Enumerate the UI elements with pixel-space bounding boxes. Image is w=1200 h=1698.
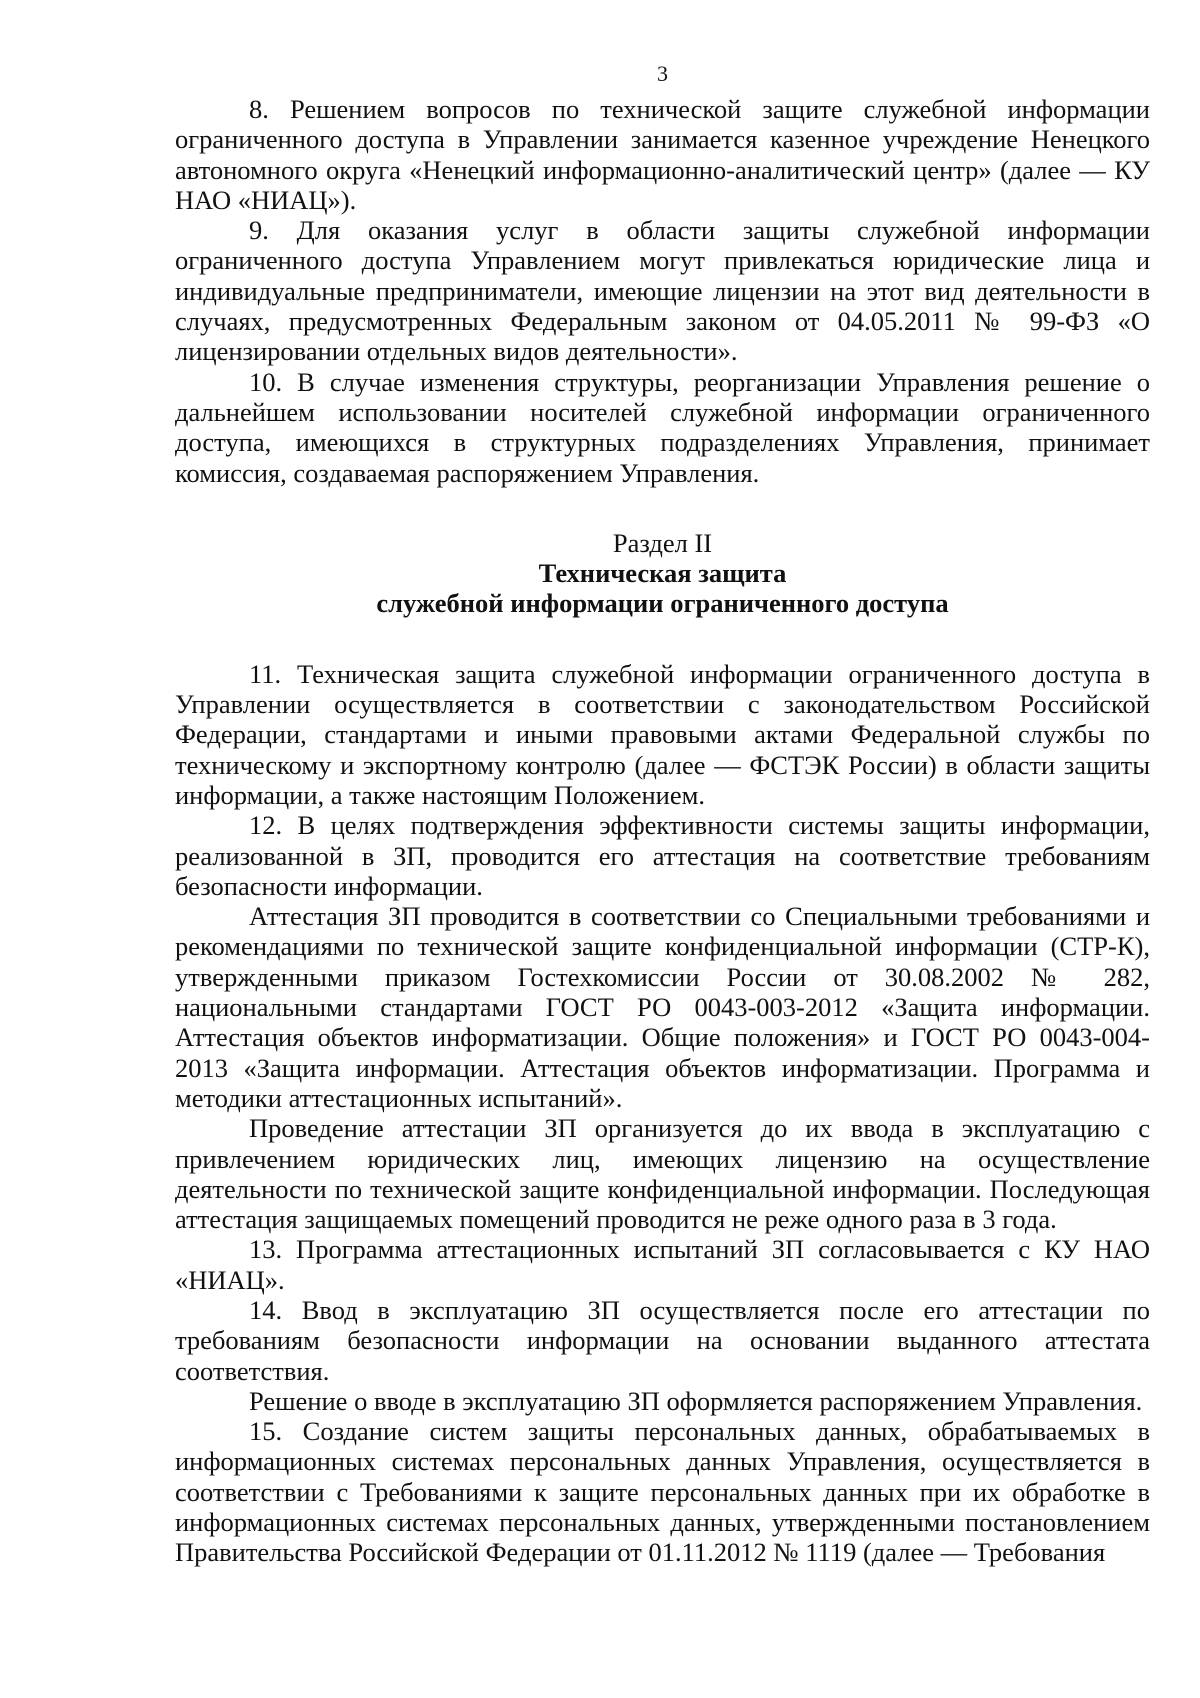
section-heading xyxy=(175,528,1150,619)
paragraph-15: 15. Создание систем защиты персональных данных, обрабатываемых в информационных системах персональных данных Управления, осуществляется в соответствии с Требованиями к защите персональных данных при их обработке в информационных системах персональных данных, утвержденными постановлением Правительства Российской Федерации от 01.11.2012 № 1119 (далее — Требования xyxy=(175,1416,1150,1568)
paragraph-12-conduct: Проведение аттестации ЗП организуется до их ввода в эксплуатацию с привлечением юридических лиц, имеющих лицензию на осуществление деятельности по технической защите конфиденциальной информации. Последующая аттестация защищаемых помещений проводится не реже одного раза в 3 года. xyxy=(175,1113,1150,1235)
paragraph-13: 13. Программа аттестационных испытаний ЗП согласовывается с КУ НАО «НИАЦ». xyxy=(175,1234,1150,1295)
section-title-line-1: Техническая защита xyxy=(538,558,787,589)
page-number: 3 xyxy=(657,61,668,86)
paragraph-10: 10. В случае изменения структуры, реорганизации Управления решение о дальнейшем использовании носителей служебной информации ограниченного доступа, имеющихся в структурных подразделениях Управления, принимает комиссия, создаваемая распоряжением Управления. xyxy=(175,366,1150,488)
paragraph-8: 8. Решением вопросов по технической защите служебной информации ограниченного доступа в Управлении занимается казенное учреждение Ненецкого автономного округа «Ненецкий информационно-аналитический центр» (далее — КУ НАО «НИАЦ»). xyxy=(175,94,1150,215)
paragraph-14: 14. Ввод в эксплуатацию ЗП осуществляется после его аттестации по требованиям безопасности информации на основании выданного аттестата соответствия. xyxy=(175,1294,1150,1386)
paragraph-11: 11. Техническая защита служебной информации ограниченного доступа в Управлении осуществляется в соответствии с законодательством Российской Федерации, стандартами и иными правовыми актами Федеральной службы по техническому и экспортному контролю (далее — ФСТЭК России) в области защиты информации, а также настоящим Положением. xyxy=(175,658,1150,810)
document-page xyxy=(175,62,1150,1568)
section-title-line-2: служебной информации ограниченного доступа xyxy=(376,588,949,619)
paragraph-14-decision: Решение о вводе в эксплуатацию ЗП оформляется распоряжением Управления. xyxy=(249,1385,1143,1416)
section-label: Раздел II xyxy=(612,527,713,558)
paragraph-12: 12. В целях подтверждения эффективности системы защиты информации, реализованной в ЗП, проводится его аттестация на соответствие требованиям безопасности информации. xyxy=(175,810,1150,901)
paragraph-12-attestation: Аттестация ЗП проводится в соответствии со Специальными требованиями и рекомендациями по технической защите конфиденциальной информации (СТР-К), утвержденными приказом Гостехкомиссии России от 30.08.2002 № 282, национальными стандартами ГОСТ РО 0043-003-2012 «Защита информации. Аттестация объектов информатизации. Общие положения» и ГОСТ РО 0043-004-2013 «Защита информации. Аттестация объектов информатизации. Программа и методики аттестационных испытаний». xyxy=(175,901,1150,1113)
paragraph-9: 9. Для оказания услуг в области защиты служебной информации ограниченного доступа Управлением могут привлекаться юридические лица и индивидуальные предприниматели, имеющие лицензии на этот вид деятельности в случаях, предусмотренных Федеральным законом от 04.05.2011 № 99-ФЗ «О лицензировании отдельных видов деятельности». xyxy=(175,215,1150,367)
